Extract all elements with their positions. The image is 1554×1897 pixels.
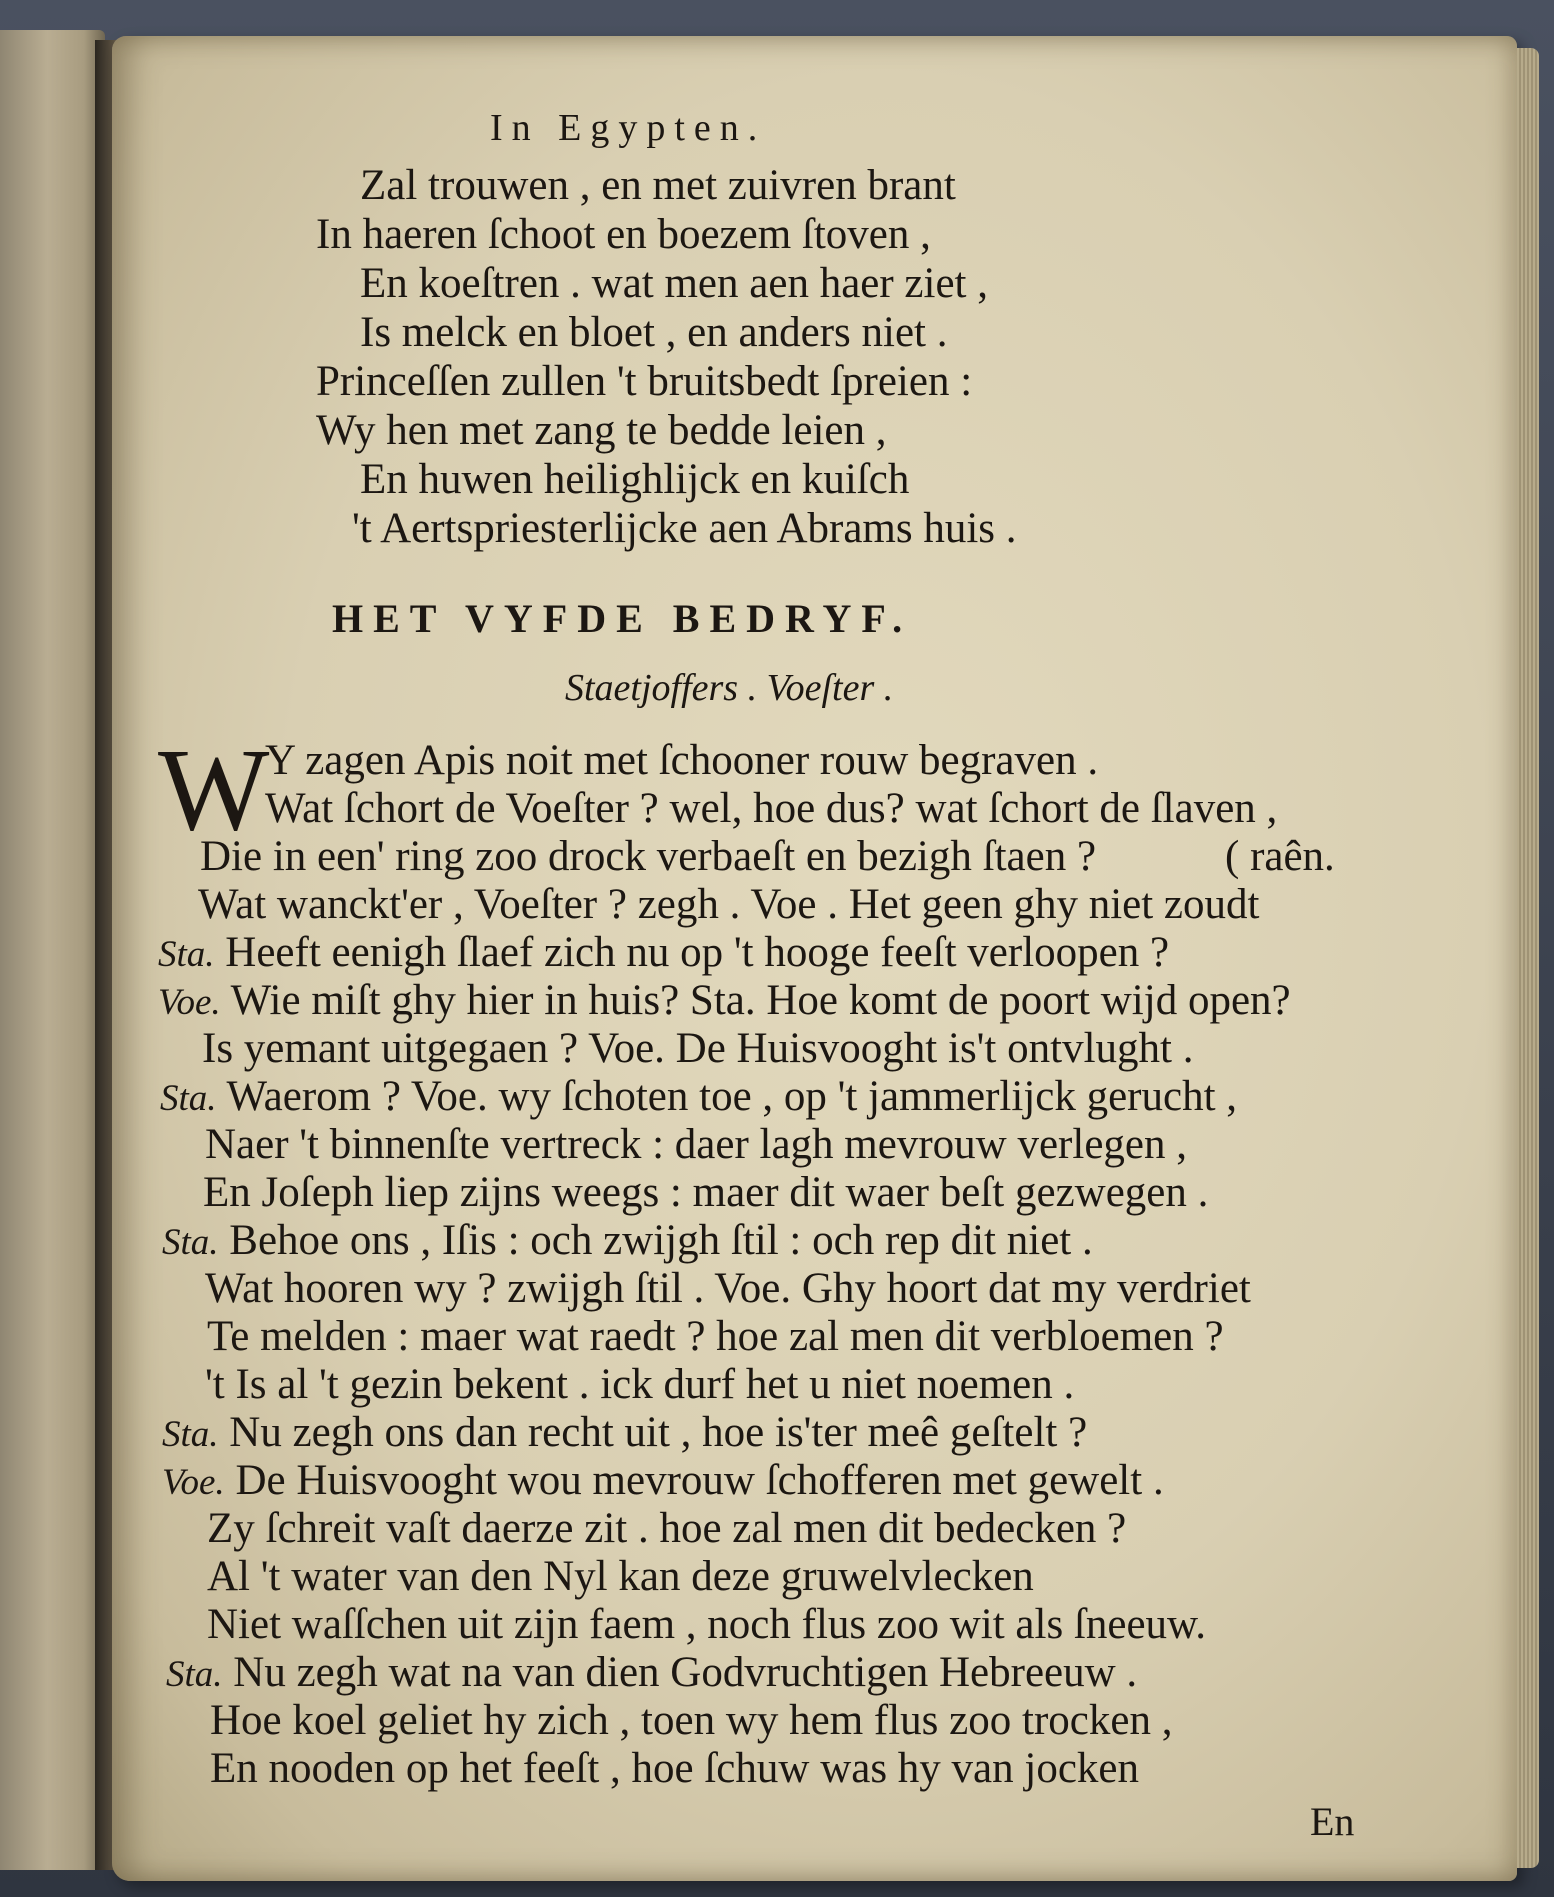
dialogue-line bbox=[205, 1121, 1187, 1171]
line-text: Is yemant uitgegaen ? Voe. De Huisvooght is't ontvlught . bbox=[202, 1025, 1194, 1072]
line-text: Wat hooren wy ? zwijgh ſtil . Voe. Ghy hoort dat my verdriet bbox=[205, 1265, 1251, 1312]
verse-line: Zal trouwen , en met zuivren brant bbox=[360, 162, 956, 209]
dialogue-line bbox=[162, 1457, 1164, 1507]
line-text: Al 't water van den Nyl kan deze gruwelvlecken bbox=[207, 1553, 1034, 1600]
speaker-label: Sta. bbox=[160, 1078, 217, 1119]
line-text: Hoe koel geliet hy zich , toen wy hem flus zoo trocken , bbox=[210, 1697, 1173, 1744]
turnover-text: ( raên. bbox=[1225, 833, 1335, 880]
dialogue-line bbox=[160, 1073, 1237, 1123]
verse-line: In haeren ſchoot en boezem ſtoven , bbox=[316, 211, 931, 258]
dialogue-line bbox=[210, 1697, 1172, 1747]
line-text: Zy ſchreit vaſt daerze zit . hoe zal men dit bedecken ? bbox=[207, 1505, 1127, 1552]
speaker-label: Voe. bbox=[158, 982, 221, 1023]
verse-line: En huwen heilighlijck en kuiſch bbox=[360, 456, 910, 503]
line-text: Wie miſt ghy hier in huis? Sta. Hoe komt de poort wijd open? bbox=[230, 977, 1291, 1024]
verse-line: En koeſtren . wat men aen haer ziet , bbox=[360, 260, 988, 307]
dialogue-line bbox=[210, 1745, 1139, 1795]
dialogue-line bbox=[265, 785, 1277, 835]
running-header: In Egypten. bbox=[490, 107, 767, 149]
dialogue-line bbox=[265, 737, 1098, 787]
line-text: Wat wanckt'er , Voeſter ? zegh . Voe . Het geen ghy niet zoudt bbox=[198, 881, 1260, 928]
dialogue-line bbox=[162, 1217, 1093, 1267]
line-text: Behoe ons , Iſis : och zwijgh ſtil : och rep dit niet . bbox=[229, 1217, 1093, 1264]
verse-line: Wy hen met zang te bedde leien , bbox=[316, 407, 887, 454]
line-text: En nooden op het feeſt , hoe ſchuw was hy van jocken bbox=[210, 1745, 1140, 1792]
dialogue-line bbox=[158, 929, 1169, 979]
line-text: Heeft eenigh ſlaef zich nu op 't hooge feeſt verloopen ? bbox=[225, 929, 1170, 976]
dialogue-line bbox=[158, 977, 1291, 1027]
line-text: 't Is al 't gezin bekent . ick durf het u niet noemen . bbox=[205, 1361, 1075, 1408]
catchword: En bbox=[1310, 1799, 1355, 1844]
speaker-label: Sta. bbox=[166, 1654, 223, 1695]
dialogue-line bbox=[207, 1553, 1034, 1603]
line-text: Die in een' ring zoo drock verbaeſt en bezigh ſtaen ? bbox=[200, 833, 1097, 880]
line-text: Nu zegh wat na van dien Godvruchtigen Hebreeuw . bbox=[233, 1649, 1138, 1696]
line-text: Naer 't binnenſte vertreck : daer lagh mevrouw verlegen , bbox=[205, 1121, 1187, 1168]
dialogue-line bbox=[200, 833, 1096, 883]
speaker-label: Sta. bbox=[158, 934, 215, 975]
line-text: Y zagen Apis noit met ſchooner rouw begraven . bbox=[265, 737, 1099, 784]
line-text: Wat ſchort de Voeſter ? wel, hoe dus? wat ſchort de ſlaven , bbox=[265, 785, 1278, 832]
line-text: Nu zegh ons dan recht uit , hoe is'ter meê geſtelt ? bbox=[229, 1409, 1088, 1456]
line-text: Waerom ? Voe. wy ſchoten toe , op 't jammerlijck gerucht , bbox=[226, 1073, 1238, 1120]
dialogue-line bbox=[207, 1313, 1224, 1363]
page-stack-edge bbox=[1517, 48, 1539, 1868]
act-title: HET VYFDE BEDRYF. bbox=[332, 596, 913, 641]
line-text: En Joſeph liep zijns weegs : maer dit waer beſt gezwegen . bbox=[203, 1169, 1209, 1216]
speaker-label: Voe. bbox=[162, 1462, 225, 1503]
dialogue-line bbox=[207, 1601, 1206, 1651]
dialogue-line bbox=[198, 881, 1259, 931]
drop-cap: W bbox=[158, 724, 270, 855]
dialogue-line bbox=[202, 1025, 1193, 1075]
dialogue-line bbox=[166, 1649, 1137, 1699]
verse-line: Is melck en bloet , en anders niet . bbox=[360, 309, 948, 356]
line-text: De Huisvooght wou mevrouw ſchofferen met gewelt . bbox=[235, 1457, 1164, 1504]
line-text: Te melden : maer wat raedt ? hoe zal men dit verbloemen ? bbox=[207, 1313, 1224, 1360]
dialogue-line bbox=[162, 1409, 1087, 1459]
dialogue-line bbox=[207, 1505, 1126, 1555]
speaker-label: Sta. bbox=[162, 1222, 219, 1263]
verse-line: 't Aertspriesterlijcke aen Abrams huis . bbox=[352, 505, 1017, 552]
facing-page-edge bbox=[0, 30, 105, 1870]
line-text: Niet waſſchen uit zijn faem , noch flus zoo wit als ſneeuw. bbox=[207, 1601, 1207, 1648]
dramatis-personae: Staetjoffers . Voeſter . bbox=[565, 667, 894, 709]
speaker-label: Sta. bbox=[162, 1414, 219, 1455]
dialogue-line bbox=[205, 1265, 1251, 1315]
dialogue-line bbox=[203, 1169, 1208, 1219]
verse-line: Princeſſen zullen 't bruitsbedt ſpreien : bbox=[316, 358, 973, 405]
dialogue-line bbox=[205, 1361, 1074, 1411]
